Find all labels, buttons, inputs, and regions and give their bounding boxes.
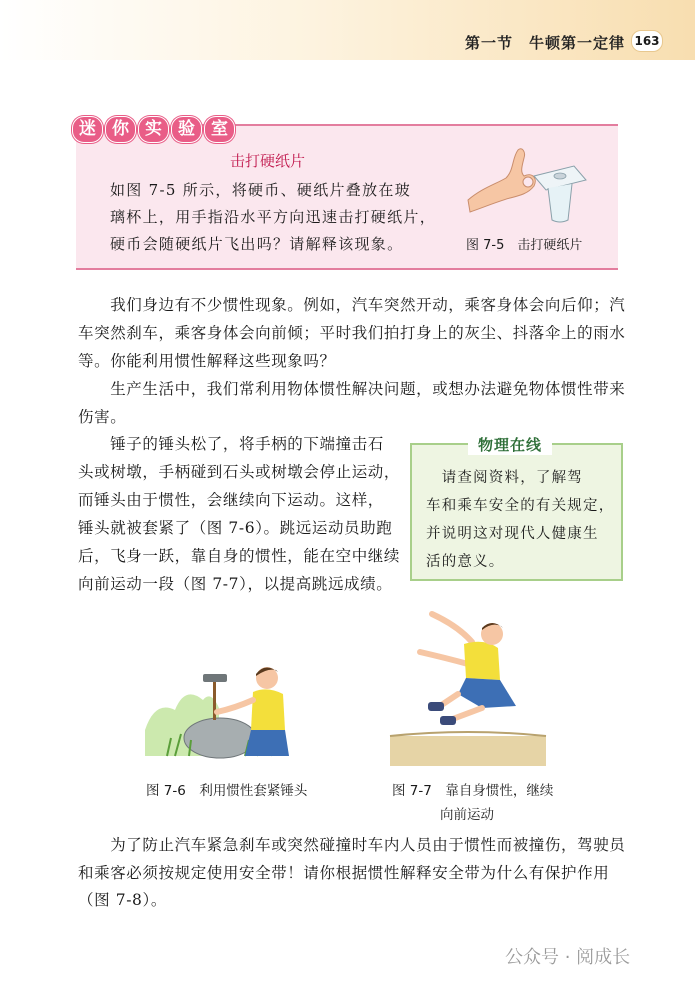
- physics-online-title: 物理在线: [468, 434, 552, 455]
- physics-online-line: 活的意义。: [426, 554, 505, 570]
- paragraph-line: 我们身边有不少惯性现象。例如，汽车突然开动，乘客身体会向后仰；汽: [78, 296, 626, 314]
- mini-lab-line: 璃杯上，用手指沿水平方向迅速击打硬纸片，: [110, 208, 437, 226]
- mini-lab-line: 如图 7-5 所示，将硬币、硬纸片叠放在玻: [110, 181, 411, 199]
- paragraph-line: 锤子的锤头松了，将手柄的下端撞击石: [78, 435, 384, 453]
- paragraph-line: 锤头就被套紧了（图 7-6）。跳远运动员助跑: [78, 519, 393, 537]
- physics-online-line: 并说明这对现代人健康生: [426, 526, 599, 542]
- badge-char: 你: [105, 116, 136, 143]
- hammer-boy-illustration: [145, 660, 305, 765]
- paragraph-line: 向前运动一段（图 7-7），以提高跳远成绩。: [78, 575, 393, 593]
- mini-lab-badge: [72, 116, 235, 143]
- paragraph-line: 生产生活中，我们常利用物体惯性解决问题，或想办法避免物体惯性带来: [78, 380, 626, 398]
- long-jumper-illustration: [388, 608, 548, 770]
- badge-char: 迷: [72, 116, 103, 143]
- badge-char: 验: [171, 116, 202, 143]
- mini-lab-line: 硬币会随硬纸片飞出吗？请解释该现象。: [110, 235, 404, 253]
- mini-lab-rule: [197, 124, 618, 126]
- paragraph-line: （图 7-8）。: [78, 891, 167, 909]
- figure-caption: 图 7-5 击打硬纸片: [466, 238, 583, 253]
- mini-lab-title: 击打硬纸片: [230, 152, 306, 170]
- physics-online-line: 请查阅资料，了解驾: [426, 470, 583, 486]
- paragraph-line: 头或树墩，手柄碰到石头或树墩会停止运动，: [78, 463, 401, 481]
- page-number: 163: [631, 30, 663, 52]
- paragraph-line: 为了防止汽车紧急刹车或突然碰撞时车内人员由于惯性而被撞伤，驾驶员: [78, 836, 626, 854]
- flick-card-illustration: [462, 138, 592, 228]
- figure-caption: 图 7-6 利用惯性套紧锤头: [146, 783, 308, 799]
- paragraph-line: 和乘客必须按规定使用安全带！请你根据惯性解释安全带为什么有保护作用: [78, 864, 610, 882]
- paragraph-line: 后，飞身一跃，靠自身的惯性，能在空中继续: [78, 547, 401, 565]
- paragraph-line: 而锤头由于惯性，会继续向下运动。这样，: [78, 491, 384, 509]
- badge-char: 室: [204, 116, 235, 143]
- paragraph-line: 车突然刹车，乘客身体会向前倾；平时我们拍打身上的灰尘、抖落伞上的雨水: [78, 324, 626, 342]
- paragraph-line: 伤害。: [78, 408, 127, 426]
- watermark: 公众号 · 阅成长: [505, 947, 631, 968]
- paragraph-line: 等。你能利用惯性解释这些现象吗？: [78, 352, 336, 370]
- physics-online-line: 车和乘车安全的有关规定，: [426, 498, 615, 514]
- badge-char: 实: [138, 116, 169, 143]
- figure-caption: 向前运动: [440, 807, 494, 823]
- figure-caption: 图 7-7 靠自身惯性，继续: [392, 783, 554, 799]
- section-title: 第一节 牛顿第一定律: [464, 34, 625, 52]
